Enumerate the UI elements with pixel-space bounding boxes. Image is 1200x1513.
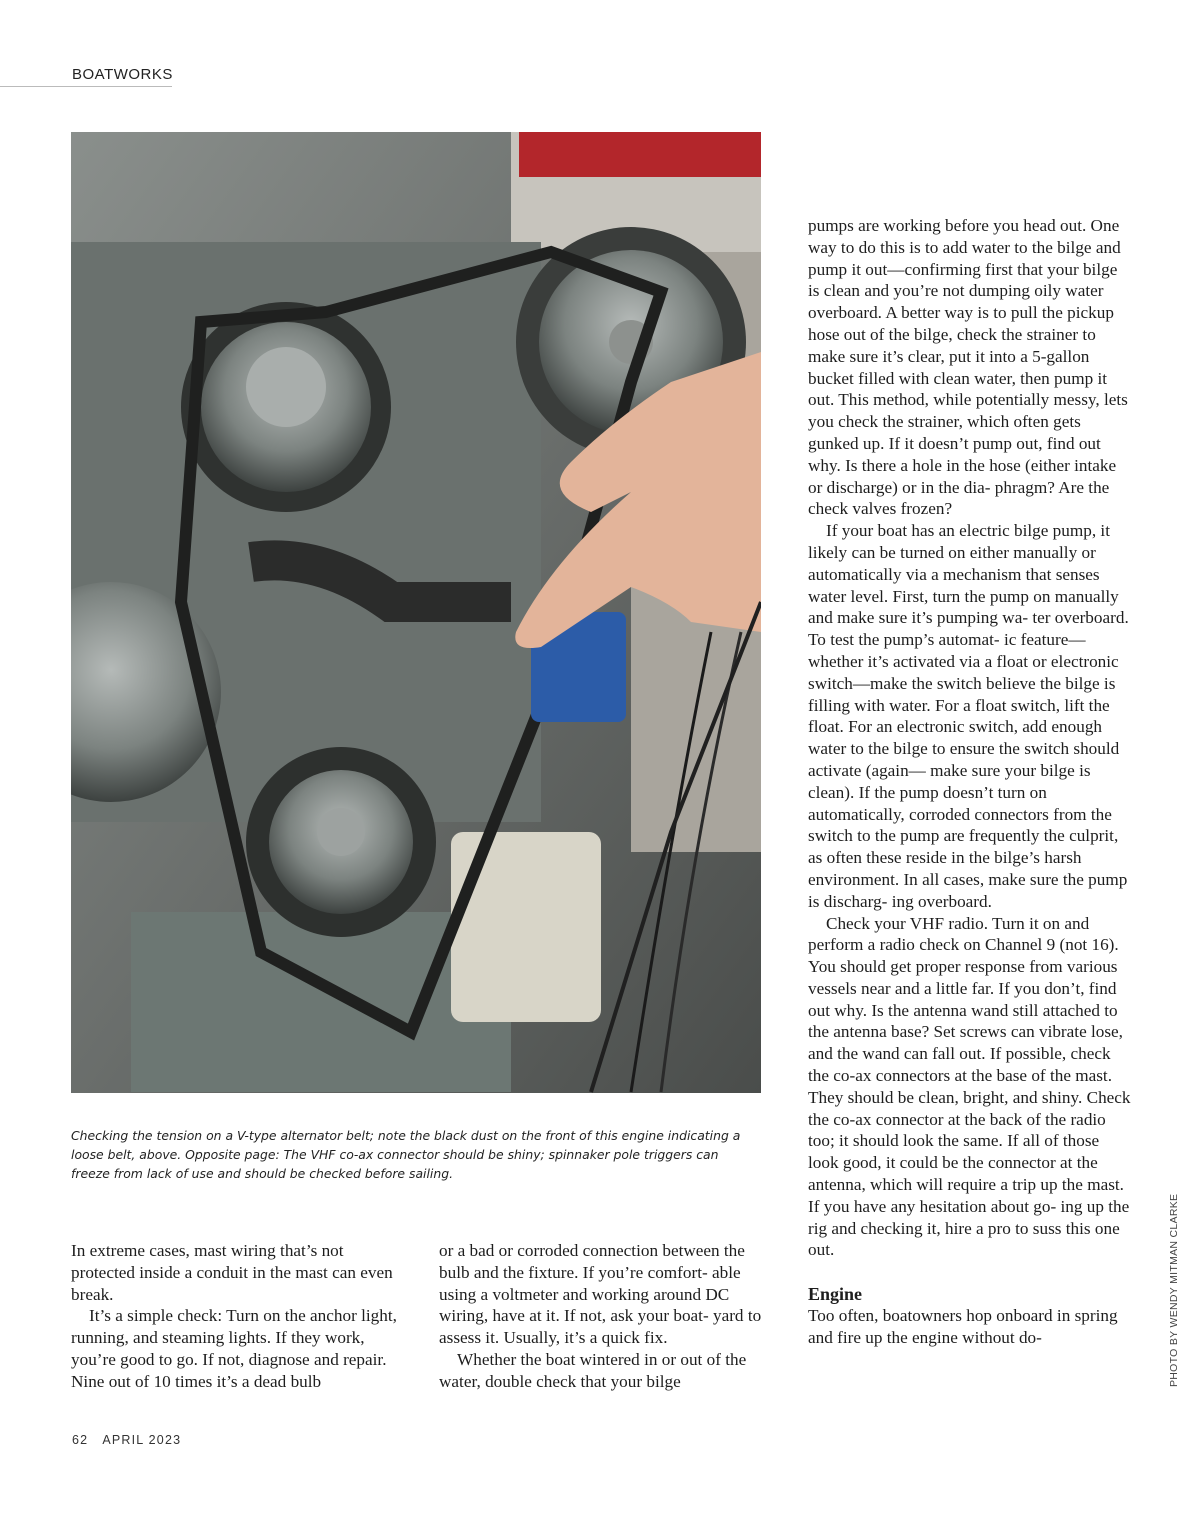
section-heading: BOATWORKS <box>72 66 173 83</box>
engine-belt-photo <box>71 132 761 1093</box>
photo-credit: PHOTO BY WENDY MITMAN CLARKE <box>1168 1193 1180 1387</box>
paragraph: In extreme cases, mast wiring that’s not protected inside a conduit in the mast can even break. <box>71 1241 393 1304</box>
section-rule <box>0 86 172 87</box>
article-column-2 <box>439 1240 775 1393</box>
paragraph: pumps are working before you head out. One way to do this is to add water to the bilge and pump it out—confirming first that your bilge is clean and you’re not dumping oily water overboard. A better way is to pull the pickup hose out of the bilge, check the strainer to make sure it’s clear, put it into a 5-gallon bucket filled with clean water, then pump it out. This method, while potentially messy, lets you check the strainer, which often gets gunked up. If it doesn’t pump out, find out why. Is there a hole in the hose (either intake or discharge) or in the dia- phragm? Are the check valves frozen? <box>808 216 1128 519</box>
paragraph: It’s a simple check: Turn on the anchor light, running, and steaming lights. If they work, you’re good to go. If not, diagnose and repair. Nine out of 10 times it’s a dead bulb <box>71 1306 397 1391</box>
page-footer <box>72 1433 181 1447</box>
issue-date: APRIL 2023 <box>102 1433 182 1447</box>
subhead-engine: Engine <box>808 1284 863 1305</box>
photo-caption: Checking the tension on a V-type alternator belt; note the black dust on the front of this engine indicating a loose belt, above. Opposite page: The VHF co-ax connector should be shiny; spinnaker pole triggers can freeze from lack of use and should be checked before sailing. <box>71 1128 741 1181</box>
paragraph: or a bad or corroded connection between the bulb and the fixture. If you’re comfort- able using a voltmeter and working around DC wiring, have at it. If not, ask your boat- yard to assess it. Usually, it’s a quick fix. <box>439 1241 762 1348</box>
paragraph: If your boat has an electric bilge pump, it likely can be turned on either manually or automatically via a mechanism that senses water level. First, turn the pump on manually and make sure it’s pumping wa- ter overboard. To test the pump’s automat- ic feature—whether it’s activated via a float or electronic switch—make the switch believe the bilge is filling with water. For a float switch, lift the float. For an electronic switch, add enough water to the bilge to ensure the switch should activate (again— make sure your bilge is clean). If the pump doesn’t turn on automatically, corroded connectors from the switch to the pump are frequently the culprit, as often these reside in the bilge’s harsh environment. In all cases, make sure the pump is discharg- ing overboard. <box>808 521 1129 911</box>
article-column-1 <box>71 1240 407 1393</box>
paragraph: Check your VHF radio. Turn it on and perform a radio check on Channel 9 (not 16). You should get proper response from various vessels near and a little far. If you don’t, find out why. Is the antenna wand still attached to the antenna base? Set screws can vibrate lose, and the wand can fall out. If possible, check the co-ax connectors at the base of the mast. They should be clean, bright, and shiny. Check the co-ax connector at the back of the radio too; it should look the same. If all of those look good, it could be the connector at the antenna, which will require a trip up the mast. If you have any hesitation about go- ing up the rig and checking it, hire a pro to suss this one out. <box>808 913 1131 1260</box>
article-column-3 <box>808 215 1133 1349</box>
page-number: 62 <box>72 1433 89 1447</box>
paragraph: Whether the boat wintered in or out of the water, double check that your bilge <box>439 1349 747 1391</box>
paragraph: Too often, boatowners hop onboard in spring and fire up the engine without do- <box>808 1306 1118 1348</box>
engine-photo-illustration <box>71 132 761 1093</box>
